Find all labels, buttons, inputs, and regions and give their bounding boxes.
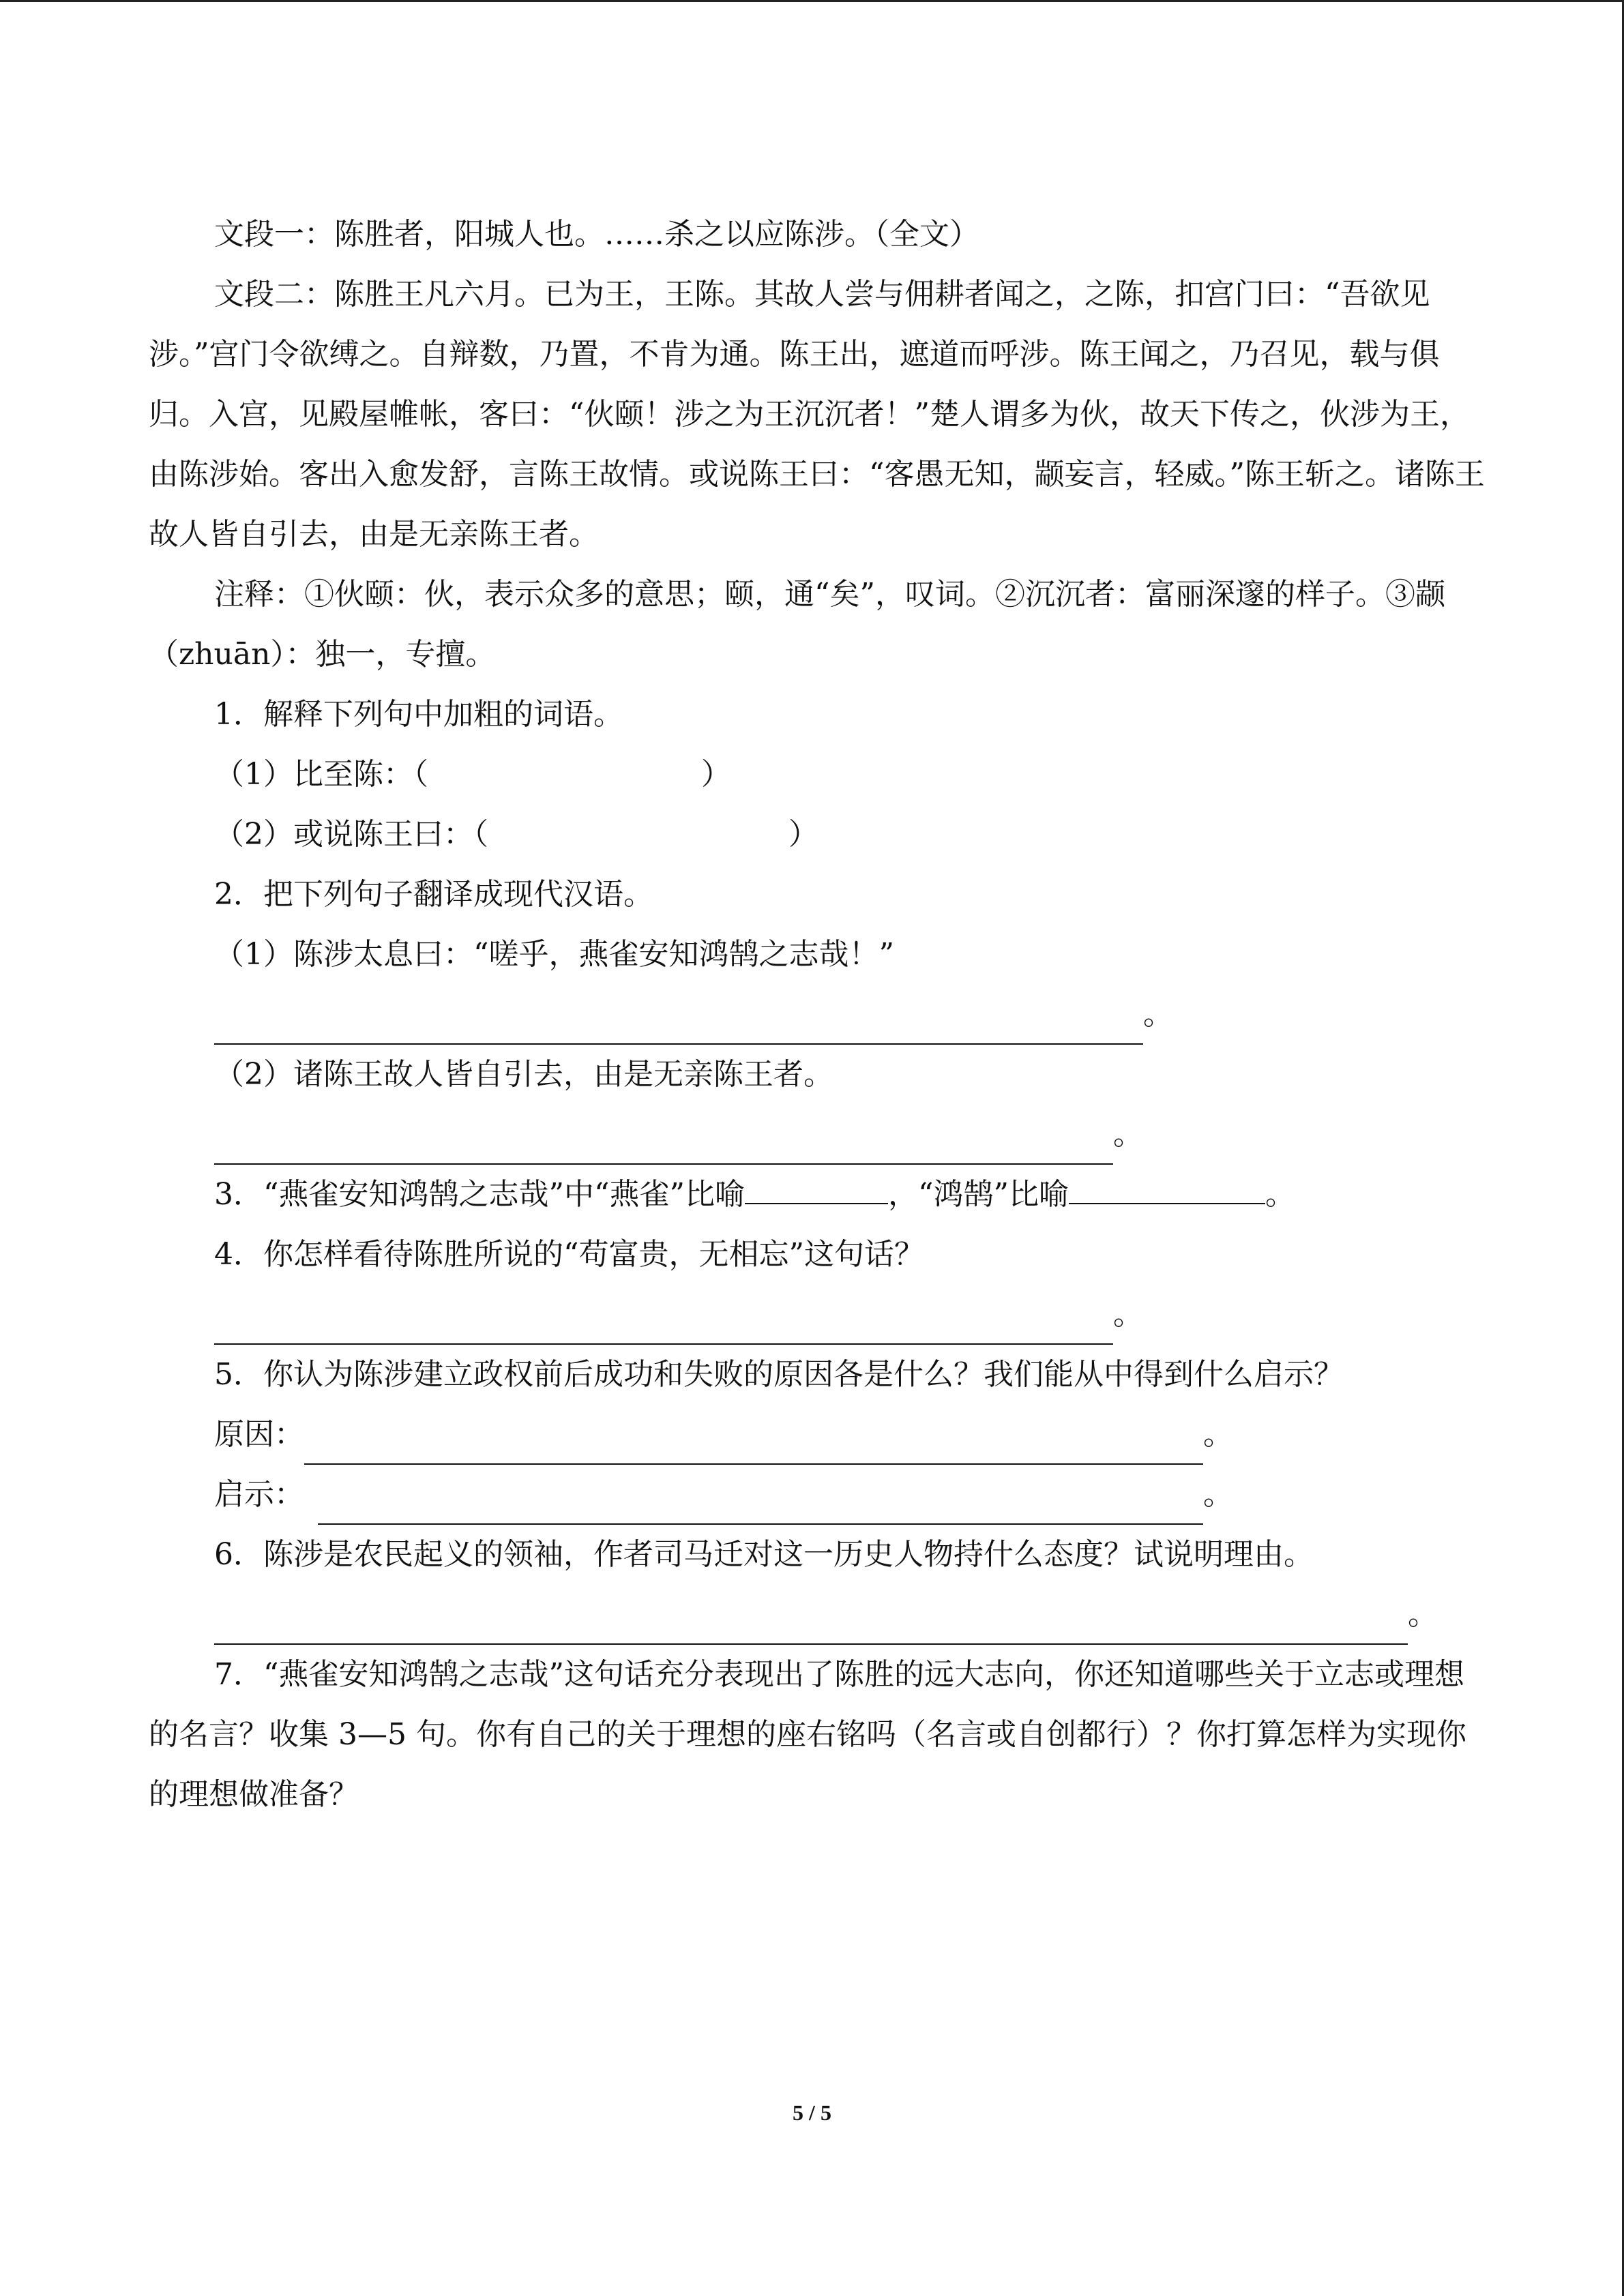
question-3-end: 。: [1265, 1177, 1295, 1212]
question-1-item-1: [149, 745, 1486, 805]
answer-line[interactable]: [149, 1105, 1486, 1165]
period: 。: [1113, 1297, 1143, 1332]
question-2-prompt: 2．把下列句子翻译成现代汉语。: [214, 877, 653, 912]
answer-line[interactable]: [149, 985, 1486, 1045]
period: 。: [1203, 1477, 1233, 1512]
question-3-text-1: 3．“燕雀安知鸿鹄之志哉”中“燕雀”比喻: [214, 1177, 745, 1212]
question-4: 4．你怎样看待陈胜所说的“苟富贵，无相忘”这句话？: [214, 1237, 924, 1272]
insight-label: 启示：: [214, 1477, 304, 1512]
period: 。: [1408, 1597, 1438, 1632]
passage-one: 文段一：陈胜者，阳城人也。……杀之以应陈涉。（全文）: [214, 217, 979, 252]
reason-label: 原因：: [214, 1417, 304, 1452]
question-1-item-1-label: （1）比至陈：（: [214, 757, 428, 792]
answer-blank[interactable]: [1069, 1173, 1265, 1204]
question-1-item-1-close: ）: [701, 757, 731, 792]
question-2-item-1: （1）陈涉太息曰：“嗟乎，燕雀安知鸿鹄之志哉！”: [214, 937, 894, 972]
period: 。: [1143, 997, 1173, 1032]
answer-blank[interactable]: [745, 1173, 888, 1204]
question-6: 6．陈涉是农民起义的领袖，作者司马迁对这一历史人物持什么态度？试说明理由。: [214, 1537, 1314, 1572]
passage-two: 文段二：陈胜王凡六月。已为王，王陈。其故人尝与佣耕者闻之，之陈，扣宫门曰：“吾欲见涉。”宫门令欲缚之。自辩数，乃置，不肯为通。陈王出，遮道而呼涉。陈王闻之，乃召见，载与俱归。入宫，见殿屋帷帐，客曰：“伙颐！涉之为王沉沉者！”楚人谓多为伙，故天下传之，伙涉为王，由陈涉始。客出入愈发舒，言陈王故情。或说陈王曰：“客愚无知，颛妄言，轻威。”陈王斩之。诸陈王故人皆自引去，由是无亲陈王者。: [149, 277, 1485, 552]
period: 。: [1113, 1117, 1143, 1152]
question-5-prompt: 5．你认为陈涉建立政权前后成功和失败的原因各是什么？我们能从中得到什么启示？: [214, 1357, 1344, 1392]
page-number: 5 / 5: [793, 2100, 831, 2125]
period: 。: [1203, 1417, 1233, 1452]
insight-answer-line[interactable]: [149, 1465, 1486, 1525]
page-border-top: [0, 0, 1624, 2]
annotation-notes: 注释：①伙颐：伙，表示众多的意思；颐，通“矣”，叹词。②沉沉者：富丽深邃的样子。③颛（zhuān）：独一，专擅。: [149, 577, 1445, 672]
question-1-item-2-close: ）: [788, 817, 818, 852]
question-3-text-2: ，“鸿鹄”比喻: [887, 1177, 1069, 1212]
question-1-item-2-label: （2）或说陈王曰：（: [214, 817, 488, 852]
answer-line[interactable]: [149, 1585, 1486, 1645]
question-1-prompt: 1．解释下列句中加粗的词语。: [214, 697, 623, 732]
question-3: [149, 1165, 1486, 1225]
question-1-item-2: [149, 805, 1486, 865]
answer-line[interactable]: [149, 1285, 1486, 1345]
worksheet-content: [149, 205, 1486, 1825]
question-2-item-2: （2）诸陈王故人皆自引去，由是无亲陈王者。: [214, 1057, 833, 1092]
question-7: 7．“燕雀安知鸿鹄之志哉”这句话充分表现出了陈胜的远大志向，你还知道哪些关于立志或理想的名言？收集 3—5 句。你有自己的关于理想的座右铭吗（名言或自创都行）？你打算怎样为实现你的理想做准备？: [149, 1657, 1466, 1812]
reason-answer-line[interactable]: [149, 1405, 1486, 1465]
